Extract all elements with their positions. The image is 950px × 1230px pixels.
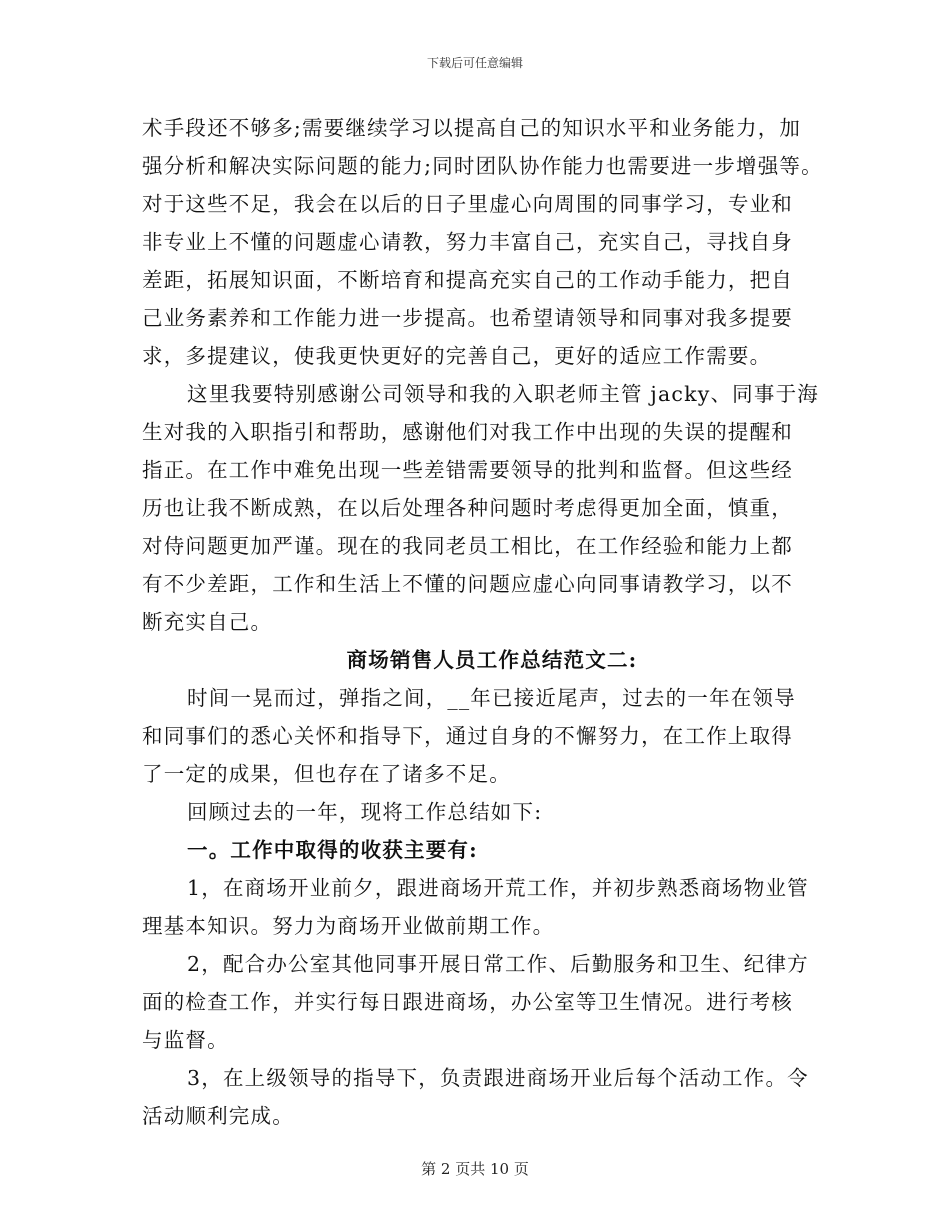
text-line: 对侍问题更加严谨。现在的我同老员工相比，在工作经验和能力上都 [142, 534, 793, 558]
page-header: 下载后可任意编辑 [426, 56, 523, 70]
text-line: 一。工作中取得的收获主要有: [187, 838, 478, 862]
text-line: 非专业上不懂的问题虚心请教，努力丰富自己，充实自己，寻找自身 [142, 230, 793, 254]
text-line: 术手段还不够多;需要继续学习以提高自己的知识水平和业务能力，加 [142, 116, 802, 140]
text-line: 对于这些不足，我会在以后的日子里虚心向周围的同事学习，专业和 [142, 192, 793, 216]
text-line: 与监督。 [142, 1028, 229, 1052]
text-line: 历也让我不断成熟，在以后处理各种问题时考虑得更加全面，慎重， [142, 496, 793, 520]
text-line: 时间一晃而过，弹指之间，__年已接近尾声，过去的一年在领导 [187, 686, 796, 710]
text-line: 面的检查工作，并实行每日跟进商场，办公室等卫生情况。进行考核 [142, 990, 793, 1014]
text-line: 生对我的入职指引和帮助，感谢他们对我工作中出现的失误的提醒和 [142, 420, 793, 444]
text-line: 2，配合办公室其他同事开展日常工作、后勤服务和卫生、纪律方 [187, 952, 809, 976]
text-line: 断充实自己。 [142, 610, 273, 634]
section-title: 商场销售人员工作总结范文二: [346, 648, 638, 672]
text-line: 己业务素养和工作能力进一步提高。也希望请领导和同事对我多提要 [142, 306, 793, 330]
text-line: 活动顺利完成。 [142, 1104, 294, 1128]
text-line: 强分析和解决实际问题的能力;同时团队协作能力也需要进一步增强等。 [142, 154, 823, 178]
text-line: 这里我要特别感谢公司领导和我的入职老师主管 jacky、同事于海 [187, 382, 819, 406]
text-line: 求，多提建议，使我更快更好的完善自己，更好的适应工作需要。 [142, 344, 772, 368]
text-line: 1，在商场开业前夕，跟进商场开荒工作，并初步熟悉商场物业管 [187, 876, 809, 900]
text-line: 回顾过去的一年，现将工作总结如下: [187, 800, 543, 824]
text-line: 指正。在工作中难免出现一些差错需要领导的批判和监督。但这些经 [142, 458, 793, 482]
page-footer: 第 2 页共 10 页 [421, 1160, 529, 1178]
text-line: 理基本知识。努力为商场开业做前期工作。 [142, 914, 555, 938]
text-line: 和同事们的悉心关怀和指导下，通过自身的不懈努力，在工作上取得 [142, 724, 793, 748]
text-line: 3，在上级领导的指导下，负责跟进商场开业后每个活动工作。令 [187, 1066, 809, 1090]
text-line: 差距，拓展知识面，不断培育和提高充实自己的工作动手能力，把自 [142, 268, 793, 292]
text-line: 有不少差距，工作和生活上不懂的问题应虚心向同事请教学习，以不 [142, 572, 793, 596]
text-line: 了一定的成果，但也存在了诸多不足。 [142, 762, 511, 786]
document-body [142, 109, 822, 1135]
